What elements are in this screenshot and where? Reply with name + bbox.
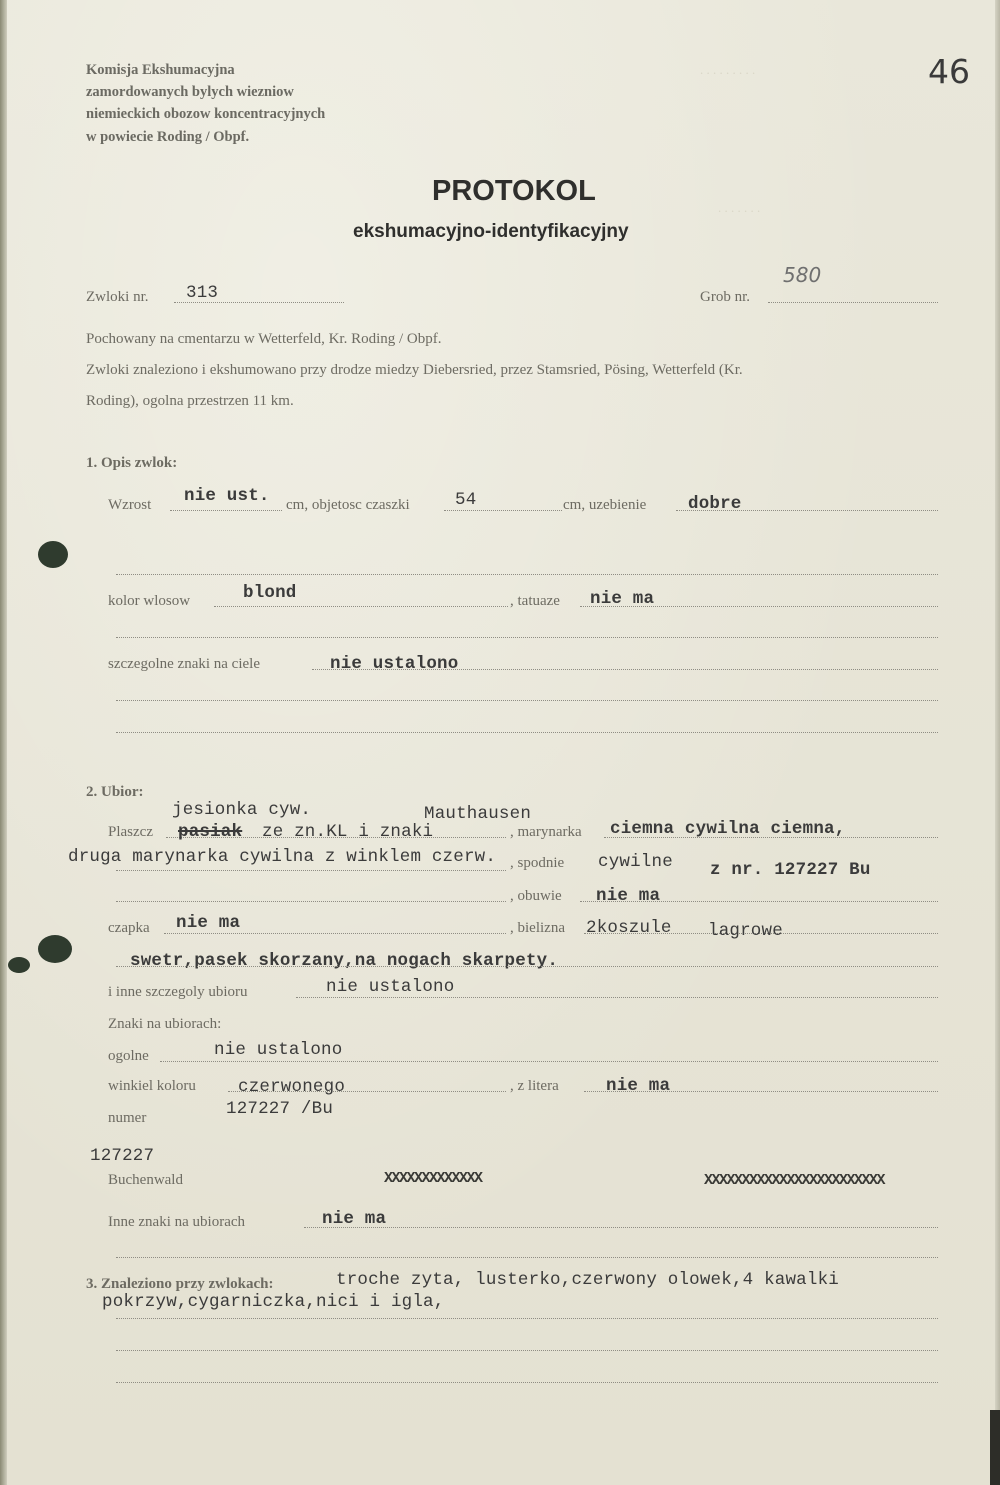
fill-line — [116, 732, 938, 733]
general-marks-value: nie ustalono — [214, 1040, 343, 1060]
section-1-heading: 1. Opis zwlok: — [86, 455, 178, 471]
skull-label: cm, objetosc czaszki — [286, 497, 410, 513]
grave-number-label: Grob nr. — [700, 289, 750, 305]
trousers-label: , spodnie — [510, 855, 565, 871]
bleed-through-text: . . . . . . . . . — [700, 62, 756, 77]
camp-label: Buchenwald — [108, 1172, 183, 1188]
clothing-marks-heading: Znaki na ubiorach: — [108, 1016, 222, 1032]
underwear-value: 2koszule — [586, 918, 672, 938]
tattoo-value: nie ma — [590, 589, 655, 609]
fill-line — [116, 574, 938, 575]
coat-above-value: jesionka cyw. — [172, 800, 312, 820]
skull-value: 54 — [455, 490, 477, 510]
shoes-label: , obuwie — [510, 888, 562, 904]
jacket-value: ciemna cywilna ciemna, — [610, 819, 846, 839]
fill-line — [116, 700, 938, 701]
fill-line — [116, 966, 938, 967]
fill-line — [170, 510, 282, 511]
other-clothing-marks-value: nie ma — [322, 1209, 387, 1229]
header-line-2: zamordowanych bylych wiezniow — [86, 84, 294, 100]
fill-line — [164, 933, 506, 934]
found-line-2: Roding), ogolna przestrzen 11 km. — [86, 393, 294, 409]
found-items-line-1: troche zyta, lusterko,czerwony olowek,4 kawalki — [336, 1270, 839, 1290]
other-details-value: nie ustalono — [326, 977, 455, 997]
letter-value: nie ma — [606, 1076, 671, 1096]
page-right-edge — [995, 0, 1000, 1485]
triangle-color-value: czerwonego — [238, 1077, 346, 1097]
header-line-3: niemieckich obozow koncentracyjnych — [86, 106, 326, 122]
crossed-out-field-2: XXXXXXXXXXXXXXXXXXXXXXXX — [704, 1172, 885, 1189]
fill-line — [116, 637, 938, 638]
underwear-label: , bielizna — [510, 920, 565, 936]
section-3-heading: 3. Znaleziono przy zwlokach: — [86, 1276, 274, 1292]
header-line-1: Komisja Ekshumacyjna — [86, 62, 235, 78]
body-marks-label: szczegolne znaki na ciele — [108, 656, 260, 672]
teeth-label: cm, uzebienie — [563, 497, 647, 513]
cap-value: nie ma — [176, 913, 241, 933]
body-marks-value: nie ustalono — [330, 654, 459, 674]
shoes-value: nie ma — [596, 886, 661, 906]
page-corner-shadow — [990, 1410, 1000, 1485]
fill-line — [116, 1382, 938, 1383]
fill-line — [296, 997, 938, 998]
general-marks-label: ogolne — [108, 1048, 149, 1064]
teeth-value: dobre — [688, 494, 742, 514]
fill-line — [116, 1350, 938, 1351]
crossed-out-field-1: XXXXXXXXXXXXX — [384, 1170, 482, 1187]
document-title: PROTOKOL — [432, 175, 596, 207]
fill-line — [444, 510, 562, 511]
second-jacket-value: druga marynarka cywilna z winklem czerw. — [68, 847, 497, 867]
coat-label: Plaszcz — [108, 824, 153, 840]
body-number-label: Zwloki nr. — [86, 289, 149, 305]
fill-line — [768, 302, 938, 303]
punch-hole — [38, 541, 68, 568]
fill-line — [116, 1318, 938, 1319]
number-label: numer — [108, 1110, 147, 1126]
letter-label: , z litera — [510, 1078, 559, 1094]
triangle-color-label: winkiel koloru — [108, 1078, 196, 1094]
trousers-number: z nr. 127227 Bu — [710, 860, 871, 880]
hair-label: kolor wlosow — [108, 593, 191, 609]
page-left-edge — [0, 0, 7, 1485]
bleed-through-text: . . . . . . . — [718, 200, 761, 215]
found-items-line-2: pokrzyw,cygarniczka,nici i igla, — [102, 1292, 445, 1312]
height-label: Wzrost — [108, 497, 152, 513]
camp-number-value: 127227 — [90, 1146, 155, 1166]
hair-value: blond — [243, 583, 297, 603]
header-line-4: w powiecie Roding / Obpf. — [86, 129, 250, 145]
grave-number-value: 580 — [783, 263, 822, 287]
other-clothing-marks-label: Inne znaki na ubiorach — [108, 1214, 246, 1230]
other-details-label: i inne szczegoly ubioru — [108, 984, 248, 1000]
coat-struck-value: pasiak — [178, 822, 243, 842]
number-value: 127227 /Bu — [226, 1099, 334, 1119]
found-line-1: Zwloki znaleziono i ekshumowano przy drodze miedzy Diebersried, przez Stamsried, Pösing, Wetterfeld (Kr. — [86, 362, 743, 378]
burial-line: Pochowany na cmentarzu w Wetterfeld, Kr. Roding / Obpf. — [86, 331, 442, 347]
document-subtitle: ekshumacyjno-identyfikacyjny — [353, 221, 629, 242]
fill-line — [160, 1061, 938, 1062]
underwear-value-2: lagrowe — [708, 921, 783, 941]
cap-label: czapka — [108, 920, 150, 936]
coat-above-value-2: Mauthausen — [424, 804, 532, 824]
fill-line — [214, 606, 508, 607]
jacket-label: , marynarka — [510, 824, 582, 840]
fill-line — [116, 1257, 938, 1258]
coat-value: ze zn.KL i znaki — [262, 822, 434, 842]
body-number-value: 313 — [186, 283, 219, 303]
trousers-value: cywilne — [598, 852, 673, 872]
punch-hole — [38, 935, 72, 963]
punch-hole-shadow — [8, 957, 30, 973]
sweater-value: swetr,pasek skorzany,na nogach skarpety. — [130, 951, 559, 971]
fill-line — [304, 1227, 938, 1228]
fill-line — [116, 870, 506, 871]
page-number: 46 — [928, 52, 970, 91]
section-2-heading: 2. Ubior: — [86, 784, 144, 800]
height-value: nie ust. — [184, 486, 270, 506]
tattoo-label: , tatuaze — [510, 593, 560, 609]
fill-line — [116, 901, 506, 902]
